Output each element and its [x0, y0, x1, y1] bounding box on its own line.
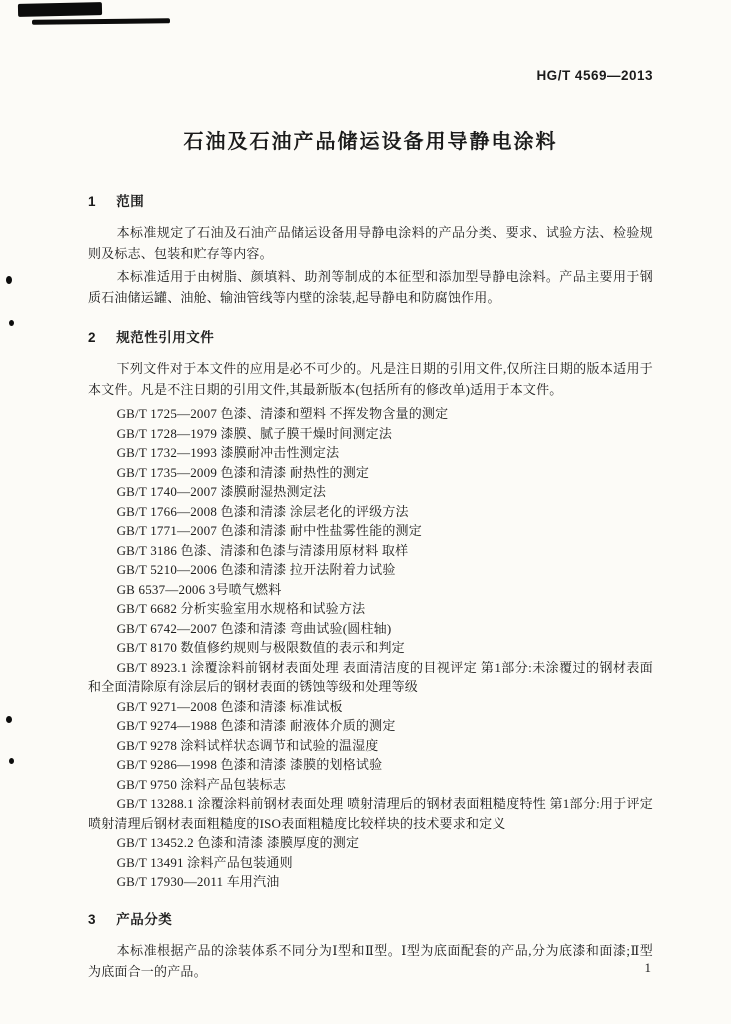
reference-item: GB 6537—2006 3号喷气燃料 [116, 581, 282, 597]
reference-item: GB/T 1725—2007 色漆、清漆和塑料 不挥发物含量的测定 [116, 406, 449, 421]
paragraph-group [88, 222, 653, 308]
paragraph-group [88, 940, 653, 982]
section-scope [88, 190, 653, 308]
reference-item: GB/T 1735—2009 色漆和清漆 耐热性的测定 [116, 464, 370, 480]
reference-item: GB/T 5210—2006 色漆和清漆 拉开法附着力试验 [116, 562, 396, 577]
reference-item: GB/T 13452.2 色漆和清漆 漆膜厚度的测定 [116, 835, 360, 850]
paragraph-group [88, 358, 653, 400]
scan-speck [9, 320, 14, 326]
section-number: 1 [88, 194, 97, 209]
reference-item: GB/T 8923.1 涂覆涂料前钢材表面处理 表面清洁度的目视评定 第1部分:未涂覆过的钢材表面和全面清除原有涂层后的钢材表面的锈蚀等级和处理等级 [88, 659, 653, 694]
paragraph: 本标准根据产品的涂装体系不同分为Ⅰ型和Ⅱ型。Ⅰ型为底面配套的产品,分为底漆和面漆;Ⅱ型为底面合一的产品。 [88, 942, 653, 979]
section-product-classification [88, 908, 653, 982]
paragraph: 本标准规定了石油及石油产品储运设备用导静电涂料的产品分类、要求、试验方法、检验规则及标志、包装和贮存等内容。 [88, 225, 653, 261]
reference-list [88, 404, 653, 892]
reference-item: GB/T 13288.1 涂覆涂料前钢材表面处理 喷射清理后的钢材表面粗糙度特性 第1部分:用于评定喷射清理后钢材表面粗糙度的ISO表面粗糙度比较样块的技术要求和定义 [88, 796, 653, 831]
reference-item: GB/T 9278 涂料试样状态调节和试验的温湿度 [116, 737, 379, 753]
reference-item: GB/T 1771—2007 色漆和清漆 耐中性盐雾性能的测定 [116, 523, 422, 538]
reference-item: GB/T 1766—2008 色漆和清漆 涂层老化的评级方法 [116, 503, 409, 519]
paragraph: 下列文件对于本文件的应用是必不可少的。凡是注日期的引用文件,仅所注日期的版本适用于本文件。凡是不注日期的引用文件,其最新版本(包括所有的修改单)适用于本文件。 [88, 361, 653, 397]
reference-item: GB/T 13491 涂料产品包装通则 [116, 854, 293, 870]
section-normative-references [88, 326, 653, 892]
document-title: 石油及石油产品储运设备用导静电涂料 [183, 131, 558, 153]
reference-item: GB/T 6682 分析实验室用水规格和试验方法 [116, 601, 366, 616]
scan-speck [6, 276, 12, 284]
scan-speck [9, 758, 14, 764]
page-number: 1 [644, 960, 651, 975]
reference-item: GB/T 3186 色漆、清漆和色漆与清漆用原材料 取样 [116, 542, 409, 558]
reference-item: GB/T 1740—2007 漆膜耐湿热测定法 [116, 484, 327, 499]
reference-item: GB/T 6742—2007 色漆和清漆 弯曲试验(圆柱轴) [116, 620, 392, 636]
reference-item: GB/T 9286—1998 色漆和清漆 漆膜的划格试验 [116, 757, 383, 772]
reference-item: GB/T 17930—2011 车用汽油 [116, 874, 280, 889]
doc-number: HG/T 4569—2013 [536, 68, 653, 83]
scan-mark [32, 18, 170, 24]
paragraph: 本标准适用于由树脂、颜填料、助剂等制成的本征型和添加型导静电涂料。产品主要用于钢质石油储运罐、油舱、输油管线等内壁的涂装,起导静电和防腐蚀作用。 [88, 269, 653, 305]
reference-item: GB/T 9750 涂料产品包装标志 [116, 776, 287, 792]
section-number: 3 [88, 911, 97, 927]
scan-speck [6, 716, 12, 723]
reference-item: GB/T 9274—1988 色漆和清漆 耐液体介质的测定 [116, 718, 396, 733]
reference-item: GB/T 1728—1979 漆膜、腻子膜干燥时间测定法 [116, 425, 393, 441]
section-title: 产品分类 [116, 911, 173, 927]
reference-item: GB/T 1732—1993 漆膜耐冲击性测定法 [116, 445, 340, 460]
section-number: 2 [88, 330, 97, 345]
scan-mark [18, 2, 102, 17]
reference-item: GB/T 9271—2008 色漆和清漆 标准试板 [116, 698, 343, 714]
section-heading [88, 190, 653, 210]
section-heading [88, 908, 653, 928]
section-title: 规范性引用文件 [116, 330, 215, 345]
reference-item: GB/T 8170 数值修约规则与极限数值的表示和判定 [116, 640, 405, 655]
section-heading [88, 326, 653, 346]
section-title: 范围 [116, 194, 145, 209]
